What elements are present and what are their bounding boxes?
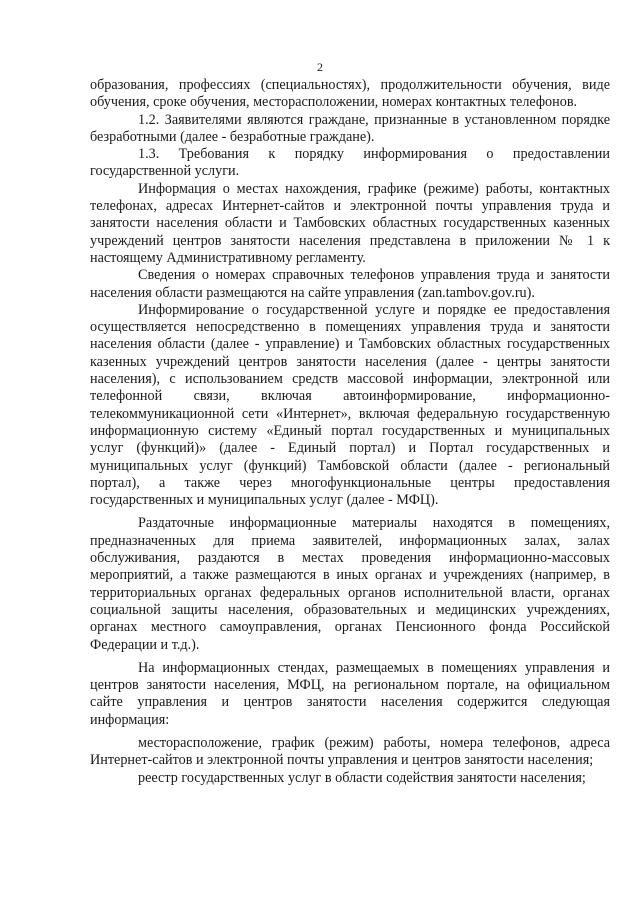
paragraph-informing-methods: Информирование о государственной услуге и порядке ее предоставления осуществляется непосредственно в помещениях управления труда и занятости населения области (далее - управление) и Тамбовских областных государственных казенных учреждений центров занятости населения (далее - центры занятости населения), с использованием средств массовой информации, электронной или телефонной связи, включая автоинформирование, информационно-телекоммуникационной сети «Интернет», включая федеральную государственную информационную систему «Единый портал государственных и муниципальных услуг (функций)» (далее - Единый портал) и Портал государственных и муниципальных услуг (функций) Тамбовской области (далее - региональный портал), а также через многофункциональные центры предоставления государственных и муниципальных услуг (далее - МФЦ). <box>90 301 610 509</box>
document-body <box>90 77 610 787</box>
paragraph-continuation: образования, профессиях (специальностях), продолжительности обучения, виде обучения, сроке обучения, месторасположении, номерах контактных телефонов. <box>90 77 610 111</box>
paragraph-location-schedule: месторасположение, график (режим) работы, номера телефонов, адреса Интернет-сайтов и электронной почты управления и центров занятости населения; <box>90 734 610 769</box>
paragraph-phone-numbers: Сведения о номерах справочных телефонов управления труда и занятости населения области размещаются на сайте управления (zan.tambov.gov.ru). <box>90 267 610 301</box>
page-number: 2 <box>317 60 323 74</box>
paragraph-contact-info: Информация о местах нахождения, графике (режиме) работы, контактных телефонах, адресах Интернет-сайтов и электронной почты управления труда и занятости населения области и Тамбовских областных государственных казенных учреждений центров занятости населения представлена в приложении № 1 к настоящему Административному регламенту. <box>90 180 610 266</box>
paragraph-1-3-requirements: 1.3. Требования к порядку информирования о предоставлении государственной услуги. <box>90 146 610 180</box>
paragraph-services-registry: реестр государственных услуг в области содействия занятости населения; <box>138 769 586 786</box>
paragraph-handout-materials: Раздаточные информационные материалы находятся в помещениях, предназначенных для приема заявителей, информационных залах, залах обслуживания, раздаются в местах проведения информационно-массовых мероприятий, а также размещаются в иных органах и учреждениях (например, в территориальных органах федеральных органов исполнительной власти, органах социальной защиты населения, образовательных и медицинских учреждениях, органах местного самоуправления, органах Пенсионного фонда Российской Федерации и т.д.). <box>90 515 610 653</box>
paragraph-info-stands: На информационных стендах, размещаемых в помещениях управления и центров занятости населения, МФЦ, на региональном портале, на официальном сайте управления и центров занятости населения содержится следующая информация: <box>90 659 610 728</box>
paragraph-1-2-applicants: 1.2. Заявителями являются граждане, признанные в установленном порядке безработными (далее - безработные граждане). <box>90 111 610 145</box>
